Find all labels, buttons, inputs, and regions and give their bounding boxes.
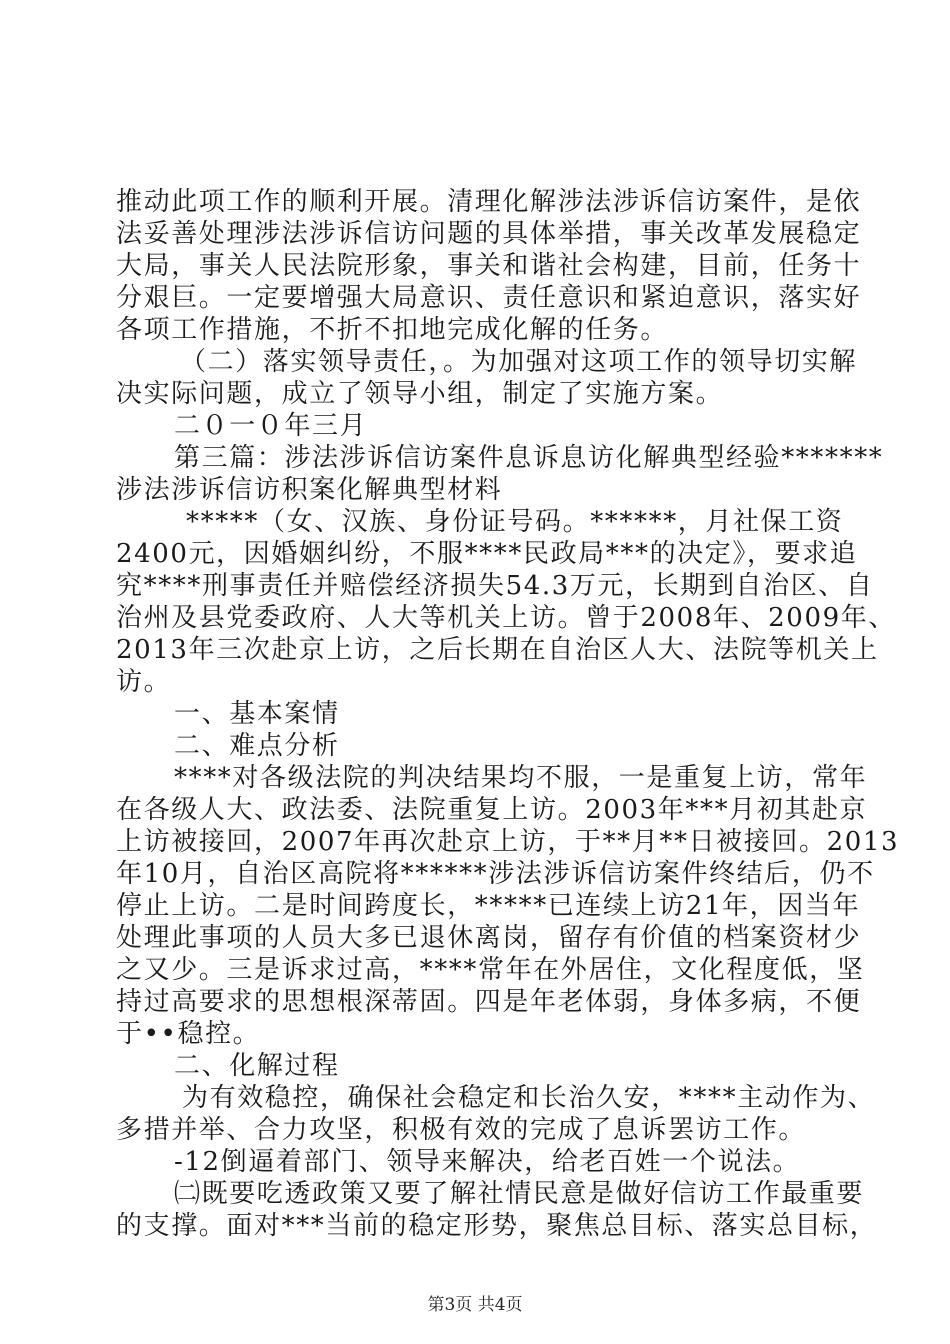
section-heading: 第三篇：涉法涉诉信访案件息诉息访化解典型经验******* [174, 443, 884, 473]
body-line: 于••稳控。 [116, 1019, 261, 1049]
body-line: *****（女、汉族、身份证号码。******，月社保工资 [186, 507, 844, 537]
body-line: 持过高要求的思想根深蒂固。四是年老体弱，身体多病，不便 [116, 987, 862, 1017]
body-line: 上访被接回，2007年再次赴京上访，于**月**日被接回。2013 [116, 827, 900, 857]
body-line: 访。 [116, 667, 172, 697]
body-line: 为有效稳控，确保社会稳定和长治久安，****主动作为、 [182, 1083, 876, 1113]
body-line: 决实际问题，成立了领导小组，制定了实施方案。 [116, 379, 724, 409]
subheading: 二、化解过程 [174, 1051, 340, 1081]
body-line: 停止上访。二是时间跨度长，*****已连续上访21年，因当年 [116, 891, 861, 921]
body-line: ****对各级法院的判决结果均不服，一是重复上访，常年 [174, 763, 868, 793]
body-line: 年10月，自治区高院将******涉法涉诉信访案件终结后，仍不 [116, 859, 875, 889]
body-line: 的支撑。面对***当前的稳定形势，聚焦总目标、落实总目标， [116, 1211, 878, 1241]
body-line: 推动此项工作的顺利开展。清理化解涉法涉诉信访案件，是依 [116, 187, 862, 217]
body-line: -12倒逼着部门、领导来解决，给老百姓一个说法。 [174, 1147, 801, 1177]
body-line: 各项工作措施，不折不扣地完成化解的任务。 [116, 315, 669, 345]
subheading: 二、难点分析 [174, 731, 340, 761]
body-line: ㈡既要吃透政策又要了解社情民意是做好信访工作最重要 [174, 1179, 865, 1209]
body-line: 处理此事项的人员大多已退休离岗，留存有价值的档案资材少 [116, 923, 862, 953]
body-line: 2013年三次赴京上访，之后长期在自治区人大、法院等机关上 [116, 635, 879, 665]
body-line: 分艰巨。一定要增强大局意识、责任意识和紧迫意识，落实好 [116, 283, 862, 313]
body-line: 在各级人大、政法委、法院重复上访。2003年***月初其赴京 [116, 795, 868, 825]
body-line: 2400元，因婚姻纠纷，不服****民政局***的决定》，要求追 [116, 539, 858, 569]
body-line: 究****刑事责任并赔偿经济损失54.3万元，长期到自治区、自 [116, 571, 874, 601]
body-line: 大局，事关人民法院形象，事关和谐社会构建，目前，任务十 [116, 251, 862, 281]
subheading: 一、基本案情 [174, 699, 340, 729]
body-line: （二）落实领导责任，。为加强对这项工作的领导切实解 [180, 347, 858, 377]
page-footer: 第3页 共4页 [427, 1295, 523, 1315]
body-line: 法妥善处理涉法涉诉信访问题的具体举措，事关改革发展稳定 [116, 219, 862, 249]
body-line: 之又少。三是诉求过高，****常年在外居住，文化程度低，坚 [116, 955, 865, 985]
section-heading: 涉法涉诉信访积案化解典型材料 [116, 475, 503, 505]
date-line: 二０一０年三月 [174, 411, 368, 441]
body-line: 多措并举、合力攻坚，积极有效的完成了息诉罢访工作。 [116, 1115, 807, 1145]
body-line: 治州及县党委政府、人大等机关上访。曾于2008年、2009年、 [116, 603, 896, 633]
